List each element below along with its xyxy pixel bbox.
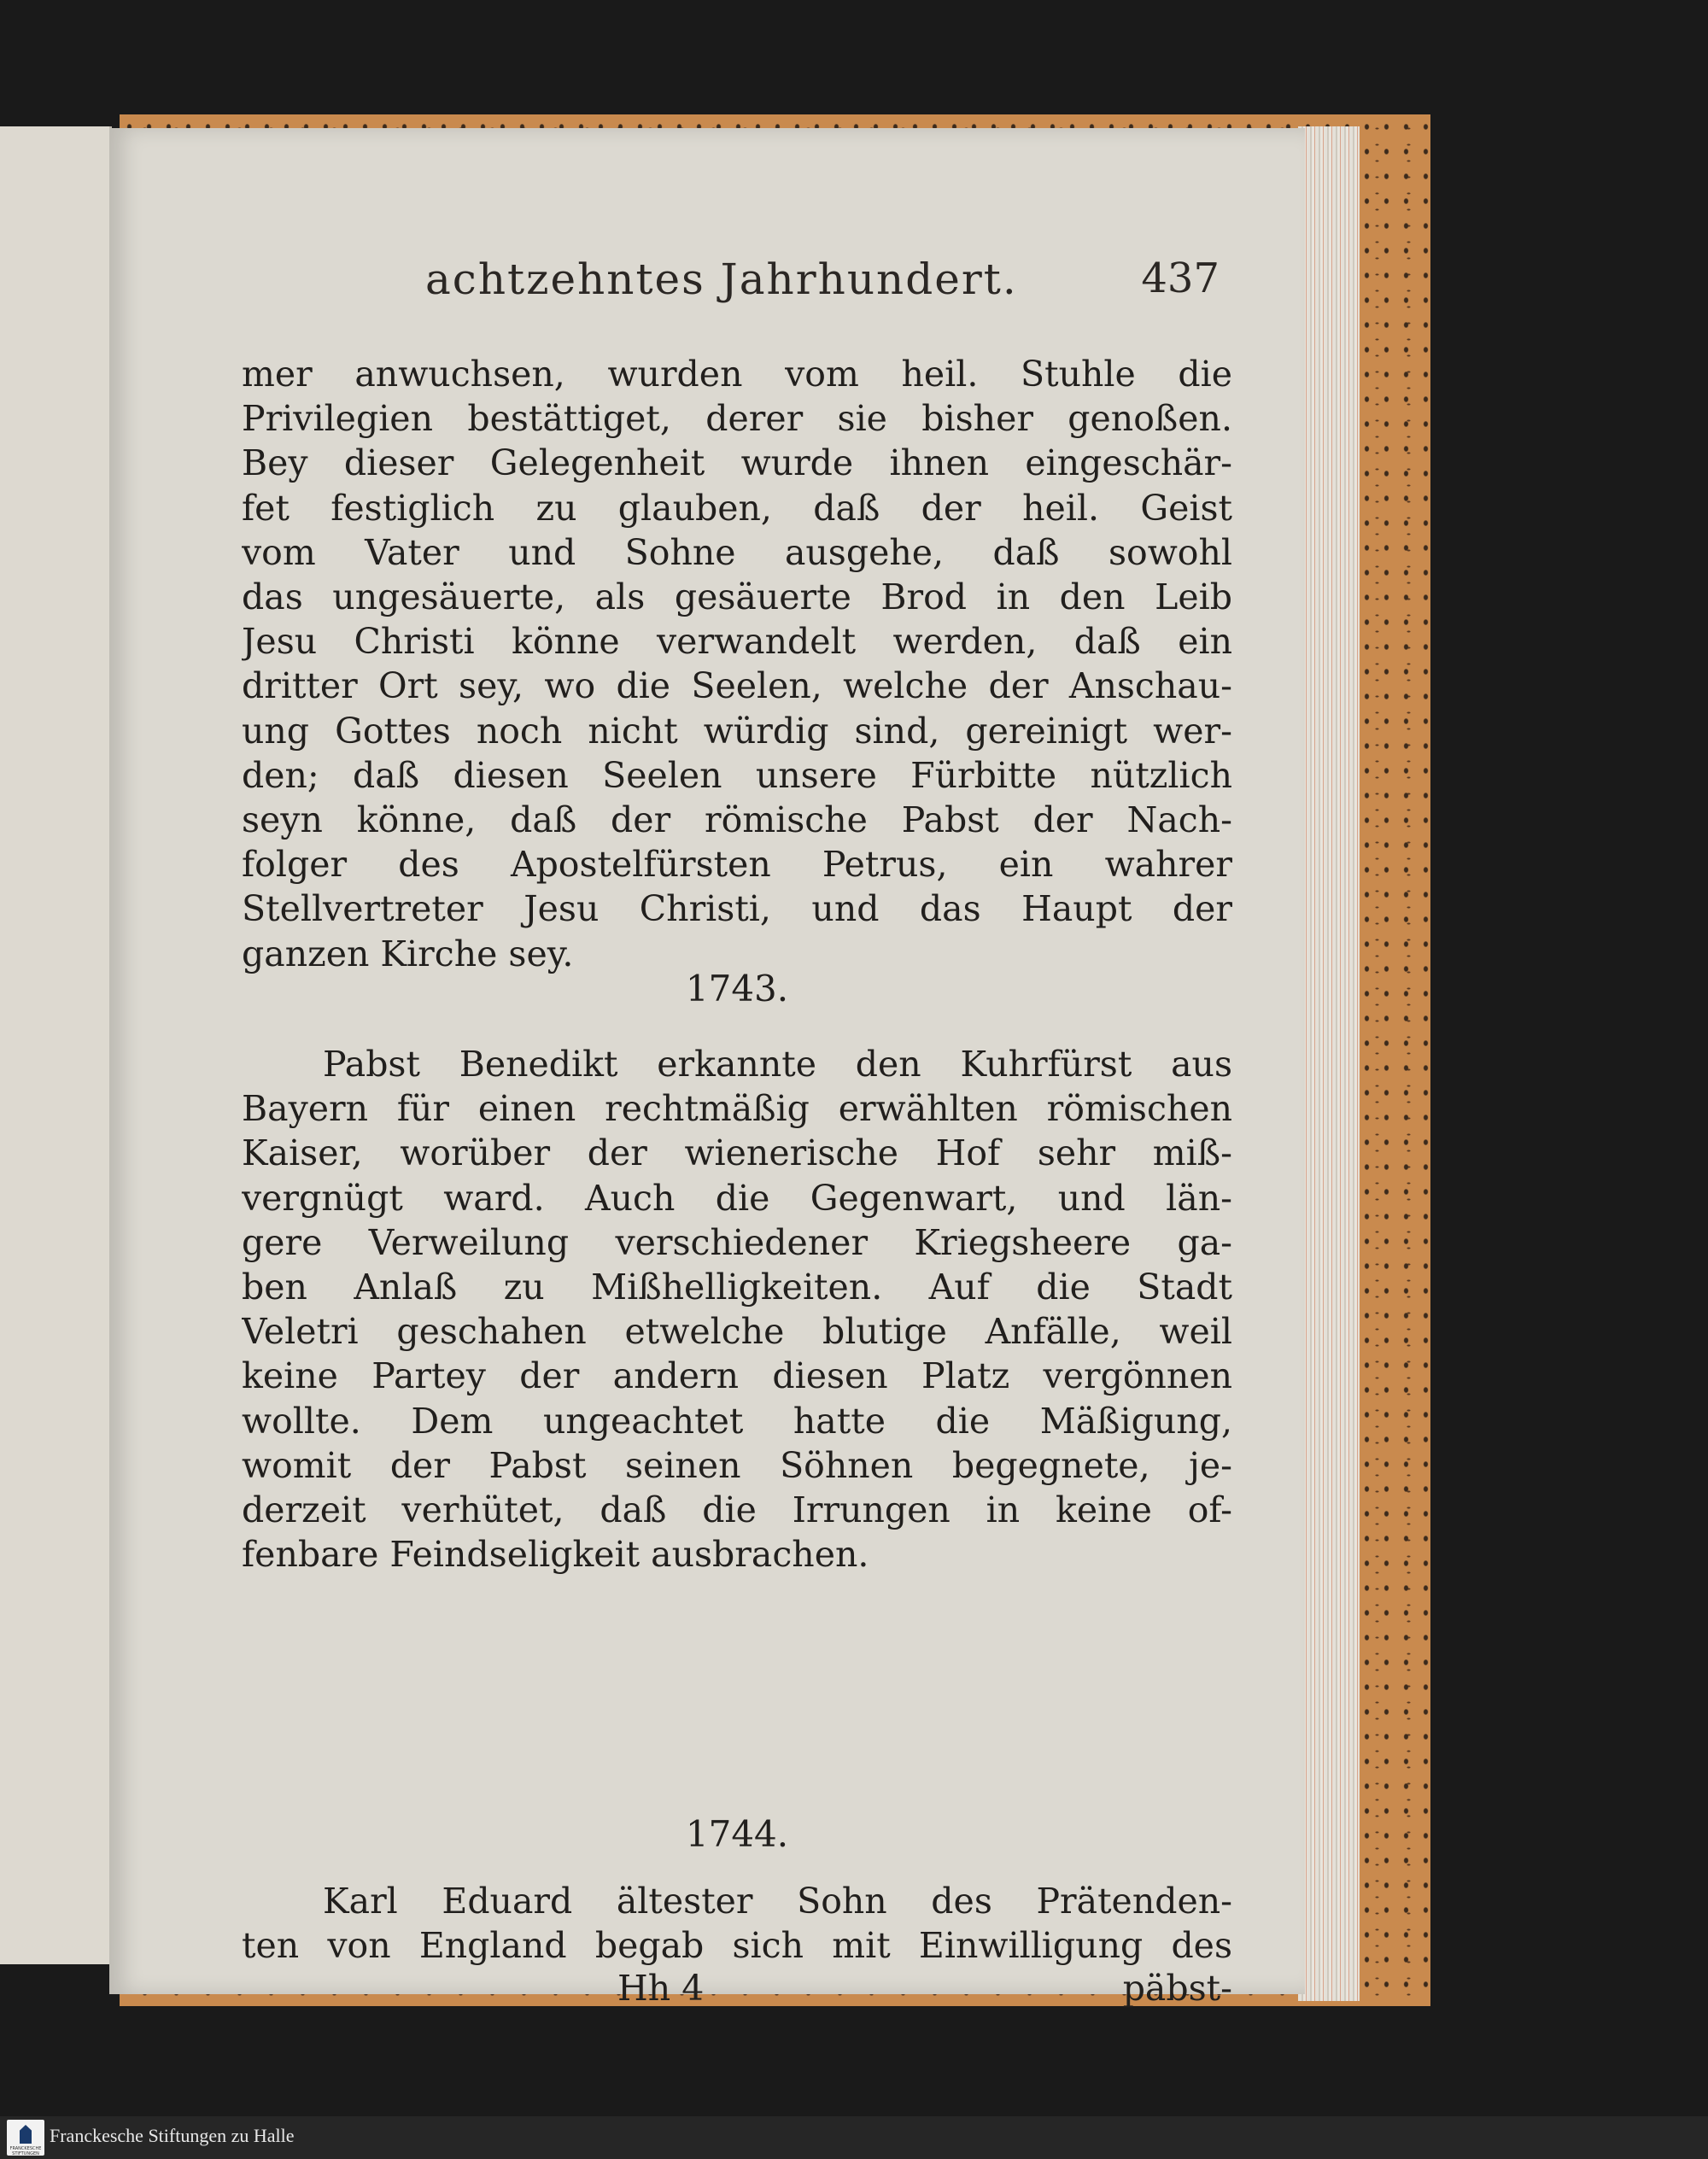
signature-mark: Hh 4 bbox=[617, 1968, 705, 2009]
text-line: ben Anlaß zu Mißhelligkeiten. Auf die Stadt bbox=[242, 1267, 1232, 1308]
text-line: fenbare Feindseligkeit ausbrachen. bbox=[242, 1534, 869, 1576]
building-icon bbox=[20, 2125, 32, 2144]
text-line: Bey dieser Gelegenheit wurde ihnen eingeschär- bbox=[242, 442, 1232, 484]
running-head bbox=[425, 255, 1220, 314]
text-line: vergnügt ward. Auch die Gegenwart, und län- bbox=[242, 1177, 1232, 1219]
page-number: 437 bbox=[1141, 255, 1220, 302]
text-line: folger des Apostelfürsten Petrus, ein wahrer bbox=[242, 844, 1232, 886]
text-line: Pabst Benedikt erkannte den Kuhrfürst aus bbox=[323, 1044, 1232, 1085]
text-line: Karl Eduard ältester Sohn des Prätenden- bbox=[323, 1881, 1232, 1922]
logo-text: FRANCKESCHE STIFTUNGEN bbox=[9, 2146, 42, 2156]
text-line: fet festiglich zu glauben, daß der heil. Geist bbox=[242, 487, 1232, 529]
text-line: Bayern für einen rechtmäßig erwählten römischen bbox=[242, 1088, 1232, 1130]
left-page-edge bbox=[0, 126, 112, 1964]
paragraph-2 bbox=[242, 1042, 1232, 1577]
text-line: Jesu Christi könne verwandelt werden, daß ein bbox=[242, 621, 1232, 663]
book-page bbox=[109, 128, 1305, 2009]
text-line: ten von England begab sich mit Einwilligung des bbox=[242, 1925, 1232, 1967]
text-line: keine Partey der andern diesen Platz vergönnen bbox=[242, 1355, 1232, 1397]
text-line: ganzen Kirche sey. bbox=[242, 933, 574, 974]
page-edges bbox=[1298, 126, 1360, 2001]
text-line: womit der Pabst seinen Söhnen begegnete, je- bbox=[242, 1444, 1232, 1486]
text-line: ung Gottes noch nicht würdig sind, gereinigt wer- bbox=[242, 710, 1232, 752]
text-line: derzeit verhütet, daß die Irrungen in keine of- bbox=[242, 1489, 1232, 1531]
text-line: wollte. Dem ungeachtet hatte die Mäßigung, bbox=[242, 1400, 1232, 1442]
paragraph-1 bbox=[242, 352, 1232, 976]
institution-name[interactable]: Franckesche Stiftungen zu Halle bbox=[50, 2125, 295, 2146]
text-line: mer anwuchsen, wurden vom heil. Stuhle die bbox=[242, 354, 1232, 395]
text-line: dritter Ort sey, wo die Seelen, welche der Anschau- bbox=[242, 665, 1232, 707]
text-line: Stellvertreter Jesu Christi, und das Haupt der bbox=[242, 888, 1232, 930]
text-line: den; daß diesen Seelen unsere Fürbitte nützlich bbox=[242, 754, 1232, 796]
year-heading-1744: 1744. bbox=[685, 1813, 789, 1855]
institution-logo[interactable] bbox=[7, 2120, 44, 2156]
text-line: vom Vater und Sohne ausgehe, daß sowohl bbox=[242, 531, 1232, 573]
text-line: das ungesäuerte, als gesäuerte Brod in den Leib bbox=[242, 576, 1232, 618]
running-title: achtzehntes Jahrhundert. bbox=[425, 255, 1018, 304]
page-footer-line bbox=[242, 1968, 1232, 2012]
viewer-footer-bar bbox=[0, 2116, 1708, 2159]
text-line: Privilegien bestättiget, derer sie bisher genoßen. bbox=[242, 398, 1232, 440]
text-line: seyn könne, daß der römische Pabst der Nach- bbox=[242, 799, 1232, 841]
text-line: Kaiser, worüber der wienerische Hof sehr miß- bbox=[242, 1132, 1232, 1174]
text-line: Veletri geschahen etwelche blutige Anfälle, weil bbox=[242, 1311, 1232, 1353]
catchword: päbst- bbox=[1122, 1968, 1232, 2009]
year-heading-1743: 1743. bbox=[685, 968, 789, 1009]
text-line: gere Verweilung verschiedener Kriegsheere ga- bbox=[242, 1221, 1232, 1263]
paragraph-3 bbox=[242, 1879, 1232, 1968]
